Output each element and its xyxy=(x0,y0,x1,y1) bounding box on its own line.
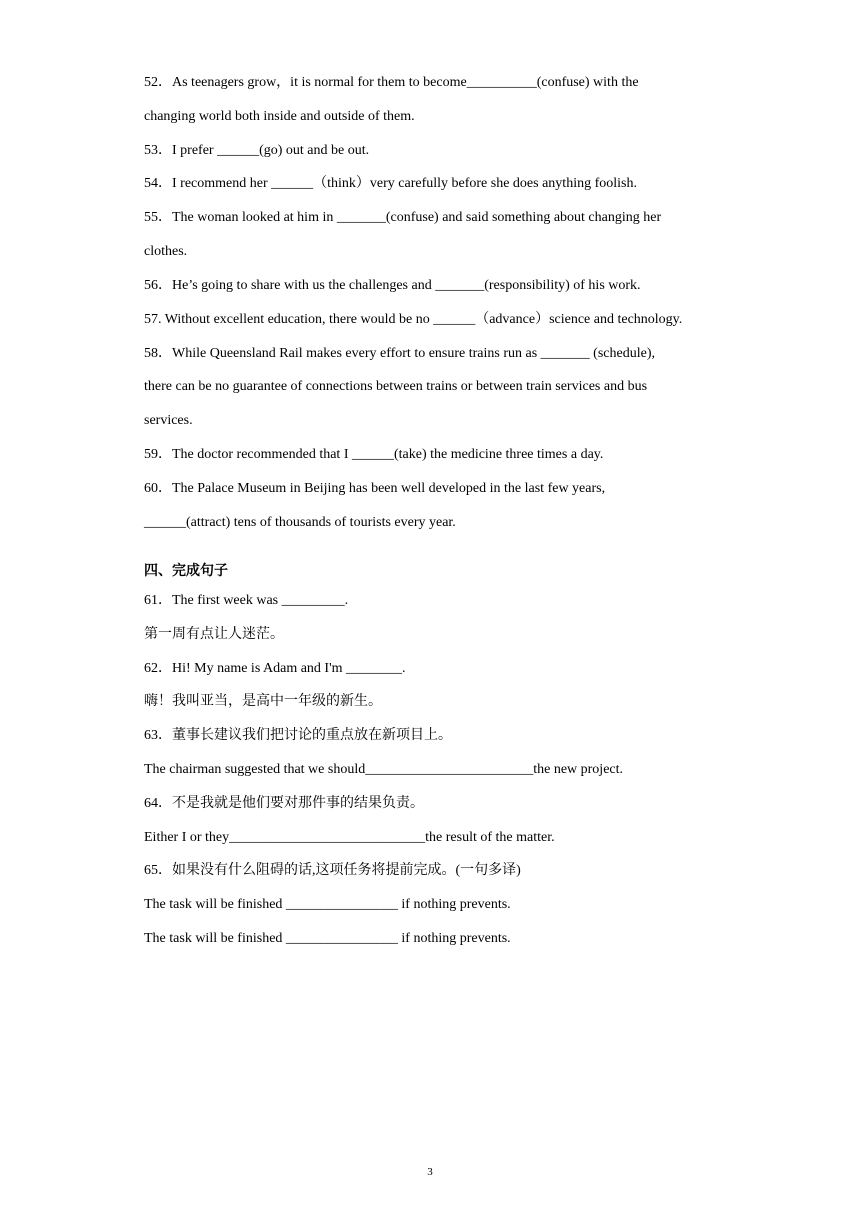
question-63-chinese: 63．董事长建议我们把讨论的重点放在新项目上。 xyxy=(144,728,452,743)
question-59: 59．The doctor recommended that I ______(take) the medicine three times a day. xyxy=(144,447,604,462)
question-53: 53．I prefer ______(go) out and be out. xyxy=(144,143,370,158)
question-58-line-2: there can be no guarantee of connections between trains or between train services and bus xyxy=(144,379,648,394)
question-55-line-1: 55．The woman looked at him in _______(confuse) and said something about changing her xyxy=(144,210,662,225)
page-number: 3 xyxy=(427,1166,433,1178)
question-61-chinese: 第一周有点让人迷茫。 xyxy=(144,627,284,642)
question-60-line-1: 60．The Palace Museum in Beijing has been well developed in the last few years, xyxy=(144,481,606,496)
question-52-line-1: 52．As teenagers grow，it is normal for them to become__________(confuse) with the xyxy=(144,75,639,90)
question-56: 56．He’s going to share with us the challenges and _______(responsibility) of his work. xyxy=(144,278,641,293)
question-63: The chairman suggested that we should________________________the new project. xyxy=(144,762,624,777)
question-65-answer-2: The task will be finished ________________ if nothing prevents. xyxy=(144,931,511,946)
section-heading: 四、完成句子 xyxy=(144,564,228,579)
question-55-line-2: clothes. xyxy=(144,244,188,259)
question-65-chinese: 65．如果没有什么阻碍的话,这项任务将提前完成。(一句多译) xyxy=(144,863,521,878)
question-62: 62．Hi! My name is Adam and I'm ________. xyxy=(144,661,406,676)
question-58-line-3: services. xyxy=(144,413,193,428)
question-58-line-1: 58．While Queensland Rail makes every effort to ensure trains run as _______ (schedule), xyxy=(144,346,655,361)
question-60-line-2: ______(attract) tens of thousands of tourists every year. xyxy=(144,515,456,530)
question-57: 57. Without excellent education, there would be no ______（advance）science and technology. xyxy=(144,312,683,327)
question-61: 61．The first week was _________. xyxy=(144,593,349,608)
question-52-line-2: changing world both inside and outside of them. xyxy=(144,109,415,124)
question-64-chinese: 64．不是我就是他们要对那件事的结果负责。 xyxy=(144,796,424,811)
question-64: Either I or they____________________________the result of the matter. xyxy=(144,830,555,845)
question-65-answer-1: The task will be finished ________________ if nothing prevents. xyxy=(144,897,511,912)
question-62-chinese: 嗨！我叫亚当，是高中一年级的新生。 xyxy=(144,694,382,709)
question-54: 54．I recommend her ______（think）very carefully before she does anything foolish. xyxy=(144,176,637,191)
